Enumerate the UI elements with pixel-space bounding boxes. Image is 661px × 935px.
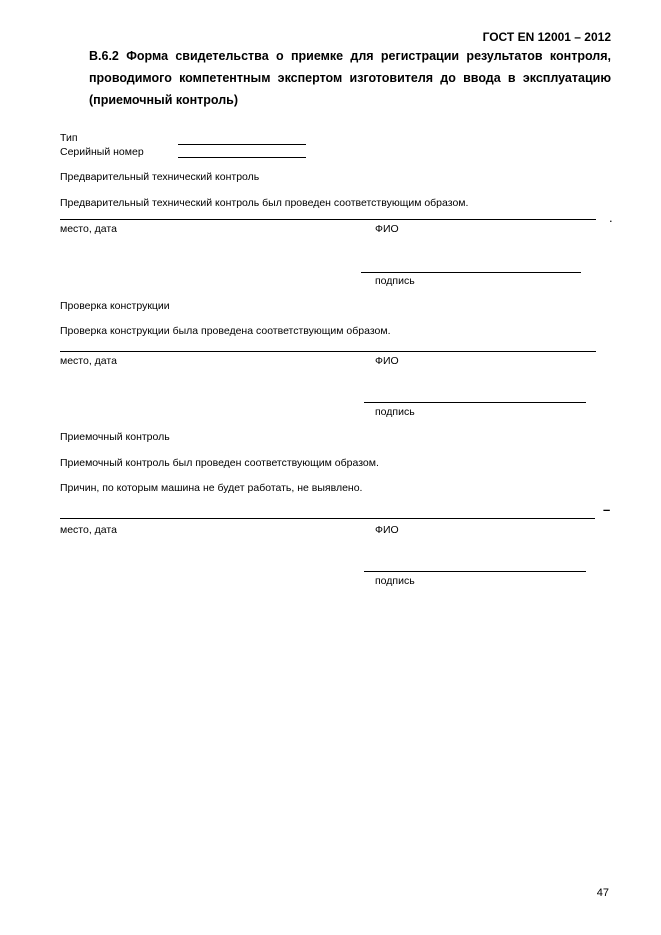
- standard-designation: ГОСТ EN 12001 – 2012: [482, 30, 611, 44]
- trailing-mark: .: [609, 210, 613, 225]
- signature-label: подпись: [375, 575, 415, 587]
- serial-number-field-line[interactable]: [178, 157, 306, 158]
- section-heading-design-check: Проверка конструкции: [60, 300, 170, 312]
- section-heading-acceptance-control: Приемочный контроль: [60, 431, 170, 443]
- section-statement-design-check: Проверка конструкции была проведена соответствующим образом.: [60, 325, 391, 337]
- section-heading-preliminary-control: Предварительный технический контроль: [60, 171, 260, 183]
- place-date-line[interactable]: [60, 219, 596, 220]
- type-field-line[interactable]: [178, 144, 306, 145]
- signature-line[interactable]: [361, 272, 581, 273]
- name-label: ФИО: [375, 524, 399, 536]
- place-date-label: место, дата: [60, 223, 117, 235]
- trailing-mark: –: [603, 502, 611, 517]
- section-statement-no-faults: Причин, по которым машина не будет работать, не выявлено.: [60, 482, 363, 494]
- name-label: ФИО: [375, 355, 399, 367]
- signature-line[interactable]: [364, 402, 586, 403]
- section-statement-acceptance-control: Приемочный контроль был проведен соответствующим образом.: [60, 457, 379, 469]
- type-label: Тип: [60, 132, 78, 144]
- serial-number-label: Серийный номер: [60, 146, 144, 158]
- section-statement-preliminary-control: Предварительный технический контроль был проведен соответствующим образом.: [60, 197, 469, 209]
- place-date-line[interactable]: [60, 518, 595, 519]
- signature-label: подпись: [375, 275, 415, 287]
- page-number: 47: [596, 887, 609, 899]
- place-date-label: место, дата: [60, 355, 117, 367]
- form-title: В.6.2 Форма свидетельства о приемке для регистрации результатов контроля, проводимого компетентным экспертом изготовителя до ввода в эксплуатацию (приемочный контроль): [89, 49, 611, 107]
- signature-label: подпись: [375, 406, 415, 418]
- place-date-label: место, дата: [60, 524, 117, 536]
- name-label: ФИО: [375, 223, 399, 235]
- signature-line[interactable]: [364, 571, 586, 572]
- place-date-line[interactable]: [60, 351, 596, 352]
